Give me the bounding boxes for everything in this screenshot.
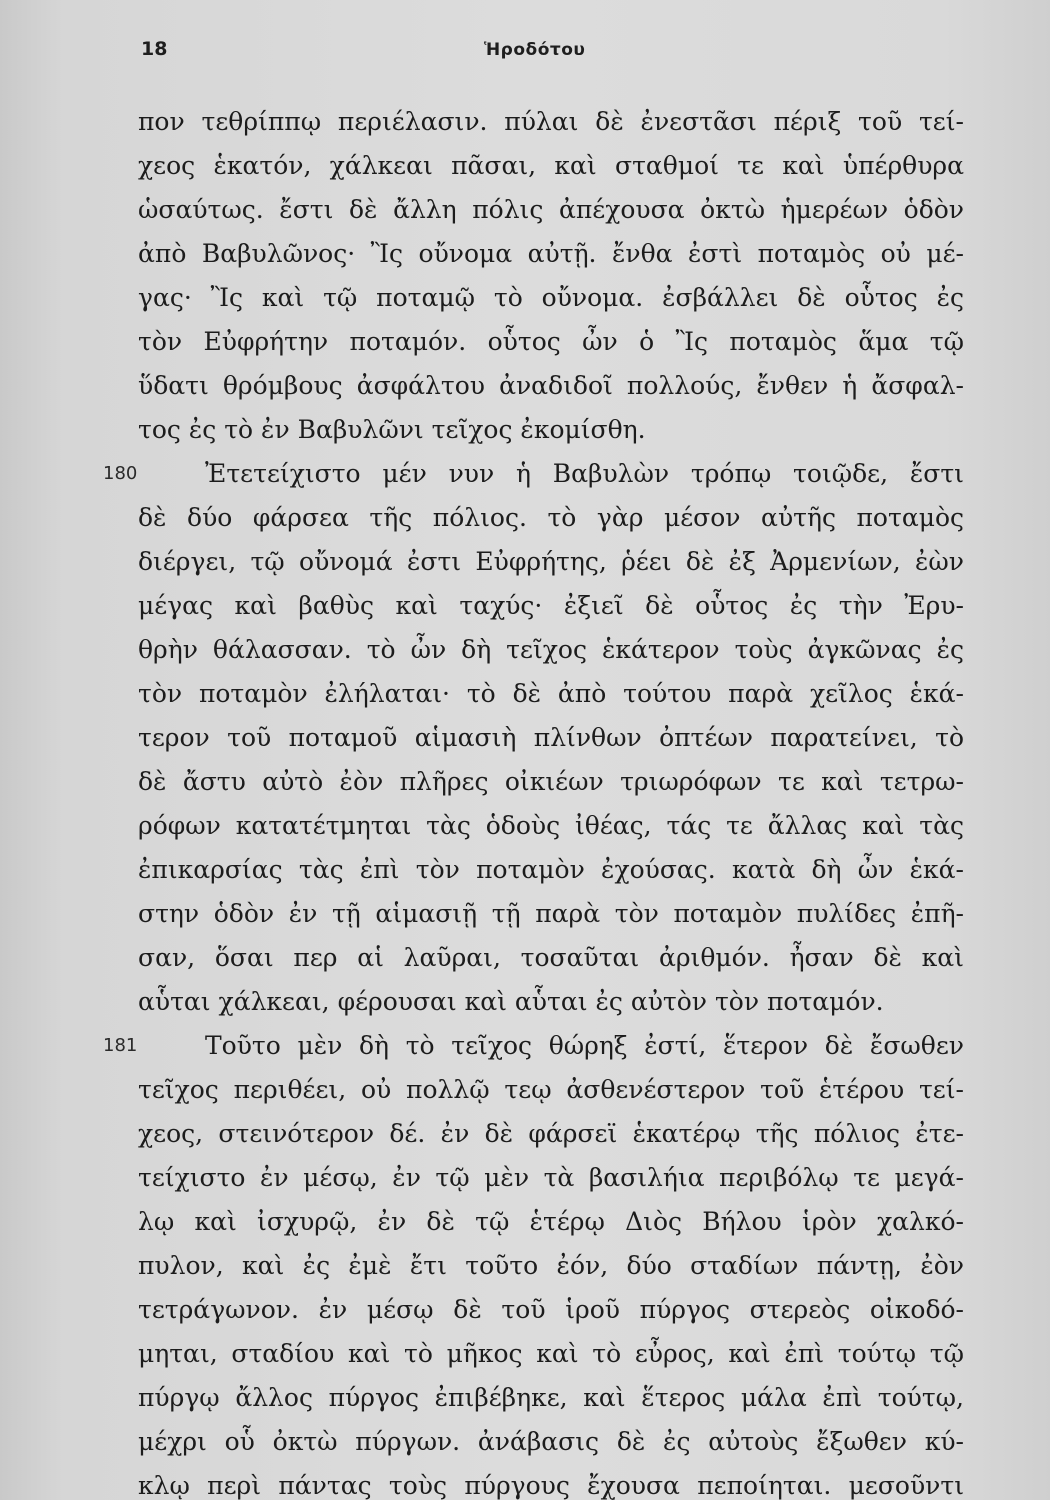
text-line: γας· Ἲς καὶ τῷ ποταμῷ τὸ οὔνομα. ἐσβάλλει δὲ οὗτος ἐς [138, 283, 964, 312]
text-line: ὕδατι θρόμβους ἀσφάλτου ἀναδιδοῖ πολλούς, ἔνθεν ἡ ἄσφαλ- [138, 371, 964, 400]
text-line: πυλον, καὶ ἐς ἐμὲ ἔτι τοῦτο ἐόν, δύο σταδίων πάντῃ, ἐὸν [138, 1251, 964, 1280]
text-line: ἐπικαρσίας τὰς ἐπὶ τὸν ποταμὸν ἐχούσας. κατὰ δὴ ὦν ἑκά- [138, 855, 964, 884]
text-line: ὡσαύτως. ἔστι δὲ ἄλλη πόλις ἀπέχουσα ὀκτὼ ἡμερέων ὁδὸν [138, 195, 964, 224]
text-line: ἀπὸ Βαβυλῶνος· Ἲς οὔνομα αὐτῇ. ἔνθα ἐστὶ ποταμὸς οὐ μέ- [138, 239, 964, 268]
text-line: μηται, σταδίου καὶ τὸ μῆκος καὶ τὸ εὖρος, καὶ ἐπὶ τούτῳ τῷ [138, 1339, 964, 1368]
page-number: 18 [141, 38, 168, 60]
text-line: διέργει, τῷ οὔνομά ἐστι Εὐφρήτης, ῥέει δὲ ἐξ Ἀρμενίων, ἐὼν [138, 547, 964, 576]
text-line: τὸν ποταμὸν ἐλήλαται· τὸ δὲ ἀπὸ τούτου παρὰ χεῖλος ἑκά- [138, 679, 964, 708]
text-line: στην ὁδὸν ἐν τῇ αἱμασιῇ τῇ παρὰ τὸν ποταμὸν πυλίδες ἐπῆ- [138, 899, 964, 928]
text-line: μέχρι οὗ ὀκτὼ πύργων. ἀνάβασις δὲ ἐς αὐτοὺς ἔξωθεν κύ- [138, 1427, 964, 1456]
text-line: μέγας καὶ βαθὺς καὶ ταχύς· ἐξιεῖ δὲ οὗτος ἐς τὴν Ἐρυ- [138, 591, 964, 620]
text-line: πον τεθρίππῳ περιέλασιν. πύλαι δὲ ἐνεστᾶσι πέριξ τοῦ τεί- [138, 107, 964, 136]
text-line: αὗται χάλκεαι, φέρουσαι καὶ αὗται ἐς αὐτὸν τὸν ποταμόν. [138, 987, 884, 1016]
text-line: τος ἐς τὸ ἐν Βαβυλῶνι τεῖχος ἐκομίσθη. [138, 415, 646, 444]
text-line: τερον τοῦ ποταμοῦ αἱμασιὴ πλίνθων ὀπτέων παρατείνει, τὸ [138, 723, 964, 752]
text-line: Ἐτετείχιστο μέν νυν ἡ Βαβυλὼν τρόπῳ τοιῷδε, ἔστι [205, 459, 964, 488]
text-line: τετράγωνον. ἐν μέσῳ δὲ τοῦ ἱροῦ πύργος στερεὸς οἰκοδό- [138, 1295, 964, 1324]
section-number: 180 [103, 463, 138, 484]
text-line: τείχιστο ἐν μέσῳ, ἐν τῷ μὲν τὰ βασιλήια περιβόλῳ τε μεγά- [138, 1163, 964, 1192]
text-line: κλῳ περὶ πάντας τοὺς πύργους ἔχουσα πεποίηται. μεσοῦντι [138, 1471, 964, 1500]
text-line: δὲ ἄστυ αὐτὸ ἐὸν πλῆρες οἰκιέων τριωρόφων τε καὶ τετρω- [138, 767, 964, 796]
text-line: πύργῳ ἄλλος πύργος ἐπιβέβηκε, καὶ ἕτερος μάλα ἐπὶ τούτῳ, [138, 1383, 964, 1412]
running-head: Ἡροδότου [484, 40, 586, 60]
text-line: χεος ἑκατόν, χάλκεαι πᾶσαι, καὶ σταθμοί τε καὶ ὑπέρθυρα [138, 151, 964, 180]
text-line: τὸν Εὐφρήτην ποταμόν. οὗτος ὦν ὁ Ἲς ποταμὸς ἅμα τῷ [138, 327, 964, 356]
text-line: δὲ δύο φάρσεα τῆς πόλιος. τὸ γὰρ μέσον αὐτῆς ποταμὸς [138, 503, 964, 532]
text-line: Τοῦτο μὲν δὴ τὸ τεῖχος θώρηξ ἐστί, ἕτερον δὲ ἔσωθεν [205, 1031, 964, 1060]
text-line: λῳ καὶ ἰσχυρῷ, ἐν δὲ τῷ ἑτέρῳ Διὸς Βήλου ἱρὸν χαλκό- [138, 1207, 964, 1236]
text-line: θρὴν θάλασσαν. τὸ ὦν δὴ τεῖχος ἑκάτερον τοὺς ἀγκῶνας ἐς [138, 635, 964, 664]
page-header [0, 38, 1050, 68]
section-number: 181 [103, 1035, 138, 1056]
text-line: τεῖχος περιθέει, οὐ πολλῷ τεῳ ἀσθενέστερον τοῦ ἑτέρου τεί- [138, 1075, 964, 1104]
text-line: σαν, ὅσαι περ αἱ λαῦραι, τοσαῦται ἀριθμόν. ἦσαν δὲ καὶ [138, 943, 964, 972]
text-line: ρόφων κατατέτμηται τὰς ὁδοὺς ἰθέας, τάς τε ἄλλας καὶ τὰς [138, 811, 964, 840]
text-line: χεος, στεινότερον δέ. ἐν δὲ φάρσεϊ ἑκατέρῳ τῆς πόλιος ἐτε- [138, 1119, 964, 1148]
